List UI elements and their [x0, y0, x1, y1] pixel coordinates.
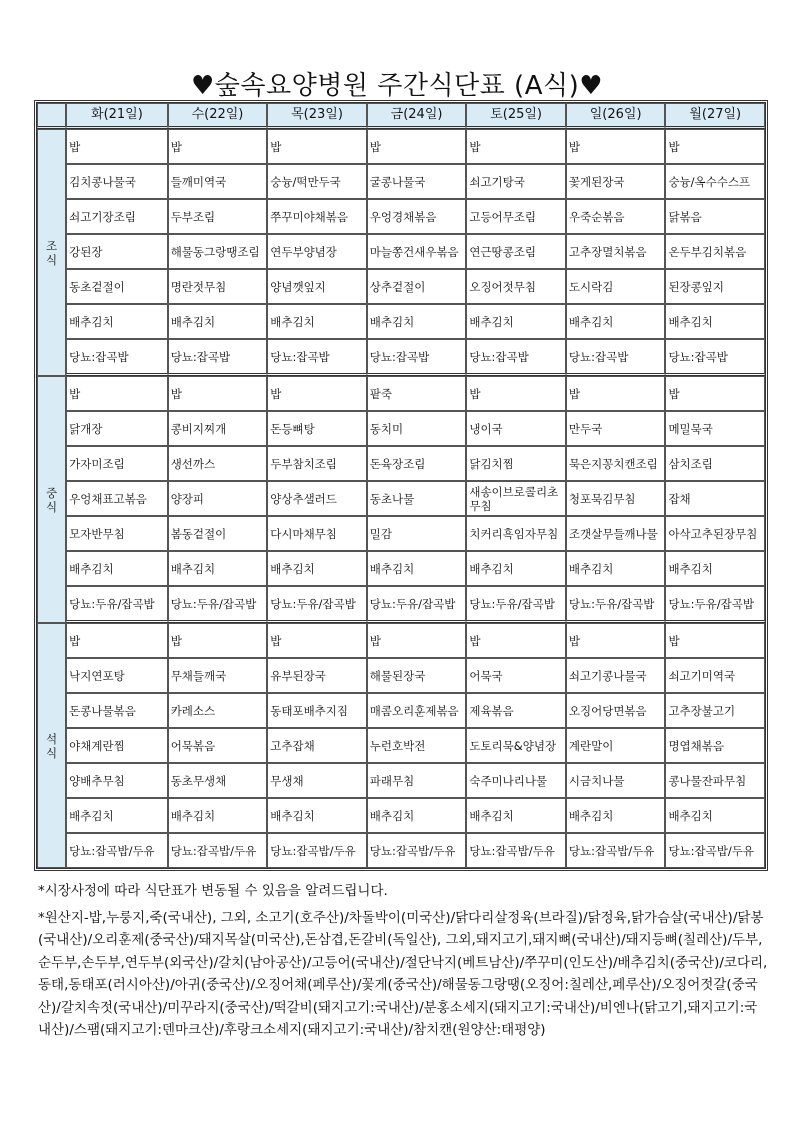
menu-item: 숭늉/떡만두국 [267, 164, 367, 199]
menu-item: 동치미 [367, 411, 467, 446]
menu-item: 밥 [267, 129, 367, 164]
menu-item: 고추잡채 [267, 728, 367, 763]
menu-item: 배추김치 [566, 551, 666, 586]
menu-item: 닭김치찜 [466, 446, 566, 481]
menu-item: 강된장 [66, 234, 168, 269]
menu-item: 양장피 [168, 481, 268, 516]
menu-item: 명엽채볶음 [665, 728, 765, 763]
menu-row [37, 376, 765, 411]
menu-item: 팥죽 [367, 376, 467, 411]
menu-item: 낙지연포탕 [66, 658, 168, 693]
menu-item: 우엉채표고볶음 [66, 481, 168, 516]
page-title: ♥숲속요양병원 주간식단표 (A식)♥ [190, 71, 604, 102]
menu-item: 돈등뼈탕 [267, 411, 367, 446]
menu-item: 밥 [367, 129, 467, 164]
meal-label: 중 식 [37, 376, 66, 623]
menu-item: 배추김치 [168, 304, 268, 339]
menu-item: 동태포배추지짐 [267, 693, 367, 728]
menu-item: 배추김치 [267, 551, 367, 586]
menu-item: 마늘쫑건새우볶음 [367, 234, 467, 269]
menu-item: 당뇨:잡곡밥 [66, 339, 168, 376]
menu-item: 배추김치 [665, 304, 765, 339]
menu-row [37, 658, 765, 693]
menu-row [37, 339, 765, 376]
menu-item: 닭개장 [66, 411, 168, 446]
menu-item: 상추겉절이 [367, 269, 467, 304]
menu-item: 고추장불고기 [665, 693, 765, 728]
menu-item: 양상추샐러드 [267, 481, 367, 516]
menu-item: 당뇨:두유/잡곡밥 [66, 586, 168, 623]
menu-row [37, 199, 765, 234]
menu-item: 숙주미나리나물 [466, 763, 566, 798]
menu-item: 고추장멸치볶음 [566, 234, 666, 269]
menu-row [37, 446, 765, 481]
menu-item: 밥 [665, 623, 765, 658]
meal-label: 석 식 [37, 623, 66, 868]
menu-item: 쭈꾸미야채볶음 [267, 199, 367, 234]
menu-item: 아삭고추된장무침 [665, 516, 765, 551]
menu-item: 고등어무조림 [466, 199, 566, 234]
menu-item: 밥 [466, 623, 566, 658]
corner-cell [37, 103, 66, 129]
menu-item: 배추김치 [168, 798, 268, 833]
menu-item: 배추김치 [466, 304, 566, 339]
menu-item: 두부참치조림 [267, 446, 367, 481]
menu-item: 해물된장국 [367, 658, 467, 693]
menu-item: 당뇨:잡곡밥 [367, 339, 467, 376]
menu-item: 배추김치 [66, 551, 168, 586]
menu-item: 조갯살무들깨나물 [566, 516, 666, 551]
menu-item: 다시마채무침 [267, 516, 367, 551]
menu-item: 쇠고기콩나물국 [566, 658, 666, 693]
menu-item: 파래무침 [367, 763, 467, 798]
menu-item: 도시락김 [566, 269, 666, 304]
menu-item: 밥 [66, 623, 168, 658]
menu-item: 당뇨:잡곡밥/두유 [566, 833, 666, 868]
menu-item: 닭볶음 [665, 199, 765, 234]
menu-item: 밥 [66, 376, 168, 411]
menu-row [37, 516, 765, 551]
menu-item: 돈콩나물볶음 [66, 693, 168, 728]
menu-item: 동초무생채 [168, 763, 268, 798]
menu-item: 된장콩잎지 [665, 269, 765, 304]
menu-item: 배추김치 [66, 304, 168, 339]
menu-item: 쇠고기탕국 [466, 164, 566, 199]
menu-item: 밥 [566, 376, 666, 411]
menu-item: 콩비지찌개 [168, 411, 268, 446]
menu-item: 밥 [168, 623, 268, 658]
menu-item: 꽃게된장국 [566, 164, 666, 199]
menu-item: 가자미조림 [66, 446, 168, 481]
menu-item: 당뇨:잡곡밥/두유 [66, 833, 168, 868]
menu-item: 굴콩나물국 [367, 164, 467, 199]
menu-item: 배추김치 [367, 798, 467, 833]
menu-item: 당뇨:잡곡밥 [466, 339, 566, 376]
menu-item: 들깨미역국 [168, 164, 268, 199]
menu-item: 매콤오리훈제볶음 [367, 693, 467, 728]
menu-item: 당뇨:두유/잡곡밥 [466, 586, 566, 623]
menu-item: 삼치조림 [665, 446, 765, 481]
menu-item: 김치콩나물국 [66, 164, 168, 199]
menu-item: 도토리묵&양념장 [466, 728, 566, 763]
menu-item: 당뇨:두유/잡곡밥 [168, 586, 268, 623]
menu-item: 연근땅콩조림 [466, 234, 566, 269]
menu-item: 메밀묵국 [665, 411, 765, 446]
menu-row [37, 164, 765, 199]
menu-item: 명란젓무침 [168, 269, 268, 304]
menu-item: 누런호박전 [367, 728, 467, 763]
menu-item: 밥 [367, 623, 467, 658]
menu-item: 온두부김치볶음 [665, 234, 765, 269]
menu-item: 배추김치 [66, 798, 168, 833]
menu-item: 밥 [66, 129, 168, 164]
menu-row [37, 798, 765, 833]
menu-item: 돈육장조림 [367, 446, 467, 481]
menu-item: 밥 [466, 376, 566, 411]
menu-item: 두부조림 [168, 199, 268, 234]
menu-item: 야채계란찜 [66, 728, 168, 763]
menu-item: 양배추무침 [66, 763, 168, 798]
day-header: 목(23일) [267, 103, 367, 129]
menu-item: 배추김치 [267, 304, 367, 339]
day-header: 화(21일) [66, 103, 168, 129]
menu-item: 오징어당면볶음 [566, 693, 666, 728]
menu-row [37, 833, 765, 868]
menu-item: 동초겉절이 [66, 269, 168, 304]
menu-item: 배추김치 [168, 551, 268, 586]
menu-item: 쇠고기미역국 [665, 658, 765, 693]
menu-row [37, 763, 765, 798]
menu-row [37, 728, 765, 763]
menu-item: 묵은지꽁치캔조림 [566, 446, 666, 481]
menu-item: 어묵볶음 [168, 728, 268, 763]
menu-item: 생선까스 [168, 446, 268, 481]
menu-row [37, 693, 765, 728]
change-notice: *시장사정에 따라 식단표가 변동될 수 있음을 알려드립니다. [38, 883, 388, 899]
menu-item: 배추김치 [367, 304, 467, 339]
menu-row [37, 411, 765, 446]
menu-item: 밥 [267, 623, 367, 658]
menu-item: 당뇨:두유/잡곡밥 [367, 586, 467, 623]
menu-item: 당뇨:잡곡밥 [267, 339, 367, 376]
menu-item: 당뇨:두유/잡곡밥 [665, 586, 765, 623]
menu-item: 밥 [168, 376, 268, 411]
day-header: 토(25일) [466, 103, 566, 129]
menu-item: 배추김치 [466, 551, 566, 586]
menu-item: 우죽순볶음 [566, 199, 666, 234]
menu-item: 우엉경채볶음 [367, 199, 467, 234]
menu-item: 쇠고기장조림 [66, 199, 168, 234]
menu-item: 연두부양념장 [267, 234, 367, 269]
menu-item: 냉이국 [466, 411, 566, 446]
menu-item: 배추김치 [367, 551, 467, 586]
day-header: 수(22일) [168, 103, 268, 129]
menu-item: 당뇨:잡곡밥 [168, 339, 268, 376]
menu-item: 봄동겉절이 [168, 516, 268, 551]
menu-item: 치커리흑임자무침 [466, 516, 566, 551]
menu-item: 카레소스 [168, 693, 268, 728]
menu-item: 잡채 [665, 481, 765, 516]
menu-row [37, 586, 765, 623]
menu-item: 당뇨:잡곡밥/두유 [466, 833, 566, 868]
menu-item: 밥 [665, 376, 765, 411]
menu-item: 동초나물 [367, 481, 467, 516]
day-header: 월(27일) [665, 103, 765, 129]
menu-item: 밥 [267, 376, 367, 411]
menu-row [37, 129, 765, 164]
menu-item: 당뇨:잡곡밥/두유 [367, 833, 467, 868]
menu-item: 배추김치 [665, 551, 765, 586]
menu-item: 해물동그랑땡조림 [168, 234, 268, 269]
menu-item: 양념깻잎지 [267, 269, 367, 304]
menu-item: 계란말이 [566, 728, 666, 763]
menu-item: 배추김치 [665, 798, 765, 833]
menu-row [37, 269, 765, 304]
menu-row [37, 623, 765, 658]
menu-item: 당뇨:두유/잡곡밥 [267, 586, 367, 623]
menu-item: 배추김치 [566, 798, 666, 833]
menu-item: 배추김치 [267, 798, 367, 833]
menu-item: 제육볶음 [466, 693, 566, 728]
menu-item: 당뇨:잡곡밥/두유 [665, 833, 765, 868]
menu-item: 무채들깨국 [168, 658, 268, 693]
menu-row [37, 234, 765, 269]
menu-item: 오징어젓무침 [466, 269, 566, 304]
menu-row [37, 551, 765, 586]
day-header: 금(24일) [367, 103, 467, 129]
menu-item: 유부된장국 [267, 658, 367, 693]
menu-item: 시금치나물 [566, 763, 666, 798]
menu-item: 밥 [466, 129, 566, 164]
menu-item: 밥 [168, 129, 268, 164]
menu-row [37, 304, 765, 339]
menu-item: 콩나물잔파무침 [665, 763, 765, 798]
menu-item: 당뇨:두유/잡곡밥 [566, 586, 666, 623]
menu-item: 당뇨:잡곡밥 [566, 339, 666, 376]
menu-item: 당뇨:잡곡밥 [665, 339, 765, 376]
menu-item: 숭늉/옥수수스프 [665, 164, 765, 199]
menu-item: 배추김치 [466, 798, 566, 833]
meal-label: 조 식 [37, 129, 66, 376]
menu-item: 밥 [566, 129, 666, 164]
day-header-row [37, 103, 765, 129]
notes [38, 880, 768, 1042]
menu-item: 새송이브로콜리초무침 [466, 481, 566, 516]
menu-item: 배추김치 [566, 304, 666, 339]
menu-item: 당뇨:잡곡밥/두유 [267, 833, 367, 868]
menu-item: 어묵국 [466, 658, 566, 693]
menu-item: 만두국 [566, 411, 666, 446]
menu-body [37, 129, 765, 868]
weekly-menu-table [34, 100, 768, 871]
day-header: 일(26일) [566, 103, 666, 129]
menu-item: 당뇨:잡곡밥/두유 [168, 833, 268, 868]
origin-info: *원산지-밥,누룽지,죽(국내산), 그외, 소고기(호주산)/차돌박이(미국산)/닭다리살정육(브라질)/닭정육,닭가슴살(국내산)/닭봉(국내산)/오리훈제(중국산)/돼지목살(미국산),돈삼겹,돈갈비(독일산), 그외,돼지고기,돼지뼈(국내산)/돼지등뼈(칠레산)/두부,순두부,손두부,연두부(외국산)/갈치(남아공산)/고등어(국내산)/절단낙지(베트남산)/쭈꾸미(인도산)/배추김치(중국산)/코다리,동태,동태포(러시아산)/아귀(중국산)/오징어채(페루산)/꽃게(중국산)/해물동그랑땡(오징어:칠레산,페루산)/오징어젓갈(중국산)/갈치속젓(국내산)/미꾸라지(중국산)/떡갈비(돼지고기:국내산)/분홍소세지(돼지고기:국내산)/비엔나(닭고기,돼지고기:국내산)/스팸(돼지고기:덴마크산)/후랑크소세지(돼지고기:국내산)/참치캔(원양산:태평양) [38, 909, 768, 1038]
menu-item: 무생채 [267, 763, 367, 798]
menu-item: 모자반무침 [66, 516, 168, 551]
menu-item: 밀감 [367, 516, 467, 551]
menu-item: 청포묵김무침 [566, 481, 666, 516]
menu-item: 밥 [566, 623, 666, 658]
menu-item: 밥 [665, 129, 765, 164]
menu-row [37, 481, 765, 516]
